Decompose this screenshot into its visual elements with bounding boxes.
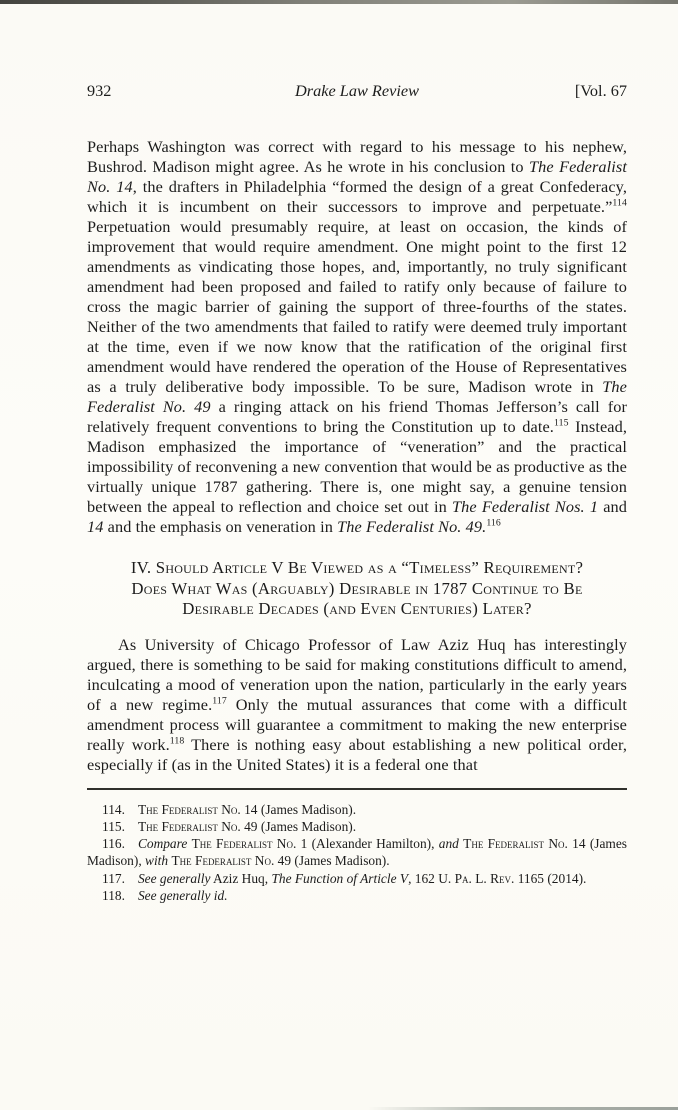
heading-line: Desirable Decades (and Even Centuries) Later? <box>182 599 532 618</box>
text-run: Pa. L. Rev. <box>454 870 515 886</box>
article-page-content <box>87 81 627 904</box>
heading-line: Does What Was (Arguably) Desirable in 1787 Continue to Be <box>131 578 583 598</box>
text-run: The Federalist No. 49 <box>87 377 627 416</box>
text-run: Only the mutual assurances that come with a difficult amendment process will guarantee a commitment to making the new enterprise really work. <box>87 694 627 754</box>
text-run: See generally <box>137 870 211 886</box>
text-run: , the drafters in Philadelphia “formed the design of a great Confederacy, which it is incumbent on their successors to improve and perpetuate.” <box>87 177 627 216</box>
text-run: The Federalist Nos. 1 <box>451 497 599 516</box>
text-run: (Alexander Hamilton), <box>307 836 439 852</box>
footnote <box>87 801 627 818</box>
paragraph <box>87 137 627 537</box>
footnote-number: 115. <box>102 818 125 834</box>
text-run: The Federalist No. 14 <box>463 836 586 852</box>
text-run: , 162 U. <box>408 870 455 886</box>
text-run: Instead, Madison emphasized the importance of “veneration” and the practical impossibility of reconvening a new convention that would be as productive as the virtually unique 1787 gathering. There is, one might say, a genuine tension between the appeal to reflection and choice set out in <box>87 417 628 516</box>
footnote <box>87 887 627 904</box>
section-heading <box>87 558 627 620</box>
text-run: The Federalist No. 49 <box>137 818 258 834</box>
text-run: The Federalist No. 49 <box>171 853 292 869</box>
text-run: a ringing attack on his friend Thomas Jefferson’s call for relatively frequent conventions to bring the Constitution up to date. <box>87 397 627 436</box>
footnote-marker: 115 <box>553 417 569 429</box>
footnotes <box>87 801 627 905</box>
text-run: (James Madison). <box>257 818 357 834</box>
page-number: 932 <box>87 81 112 100</box>
footnote-marker: 114 <box>612 197 627 209</box>
footnote-number: 117. <box>102 870 125 886</box>
text-run: (James Madison). <box>257 801 357 817</box>
footnote-section <box>87 788 627 905</box>
footnote <box>87 870 627 887</box>
footnote-number: 118. <box>102 887 125 903</box>
text-run: Compare <box>137 836 188 852</box>
text-run: See generally id. <box>137 887 228 903</box>
scan-artifact-top <box>0 0 678 4</box>
volume-label: [Vol. 67 <box>574 81 627 100</box>
footnote-number: 116. <box>102 836 125 852</box>
text-run: The Federalist No. 49. <box>337 517 487 536</box>
text-run: 1165 (2014). <box>514 870 587 886</box>
text-run: As University of Chicago Professor of Law Aziz Huq has interestingly argued, there is something to be said for making constitutions difficult to amend, inculcating a mood of veneration upon the nation, particularly in the early years of a new regime. <box>87 634 627 714</box>
footnote-marker: 117 <box>212 695 227 707</box>
text-run: Perpetuation would presumably require, at least on occasion, the kinds of improvement that would require amendment. One might point to the first 12 amendments as vindicating those hopes, and, importantly, no truly significant amendment had been proposed and failed to ratify only because of failure to cross the magic barrier of gaining the support of three-fourths of the states. Neither of the two amendments that failed to ratify were deemed truly important at the time, even if we now know that the ratification of the original first amendment would have rendered the operation of the House of Representatives as a truly deliberative body impossible. To be sure, Madison wrote in <box>87 217 627 396</box>
text-run: and <box>438 836 459 852</box>
text-run: with <box>145 853 169 869</box>
paragraph <box>87 635 627 775</box>
article-blocks <box>87 137 627 775</box>
footnote <box>87 835 627 870</box>
footnote-marker: 116 <box>486 517 501 529</box>
heading-line: IV. Should Article V Be Viewed as a “Timeless” Requirement? <box>130 558 584 577</box>
text-run: (James Madison), <box>87 836 627 869</box>
text-run: The Federalist No. 14 <box>87 157 627 196</box>
journal-title: Drake Law Review <box>295 81 419 100</box>
footnote-number: 114. <box>102 801 125 817</box>
page-header <box>87 81 627 101</box>
text-run: Perhaps Washington was correct with regard to his message to his nephew, Bushrod. Madison might agree. As he wrote in his conclusion to <box>87 137 627 176</box>
text-run: Aziz Huq, <box>210 870 272 886</box>
text-run: (James Madison). <box>291 853 390 869</box>
text-run: and the emphasis on veneration in <box>103 517 338 536</box>
text-run: 14 <box>87 517 104 536</box>
text-run: There is nothing easy about establishing a new political order, especially if (as in the United States) it is a federal one that <box>87 734 627 774</box>
text-run: The Federalist No. 14 <box>137 801 258 817</box>
footnote-marker: 118 <box>169 735 185 747</box>
footnote <box>87 818 627 835</box>
text-run: The Federalist No. 1 <box>191 836 308 852</box>
text-run: and <box>598 497 627 516</box>
text-run: The Function of Article V <box>271 870 409 886</box>
